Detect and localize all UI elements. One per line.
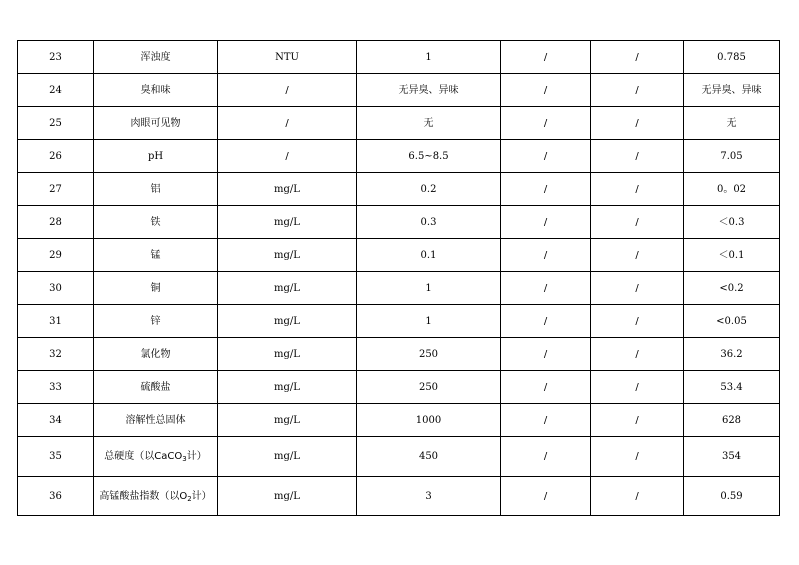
table-row: [18, 437, 780, 477]
row-number: 29: [18, 239, 94, 272]
item-name: 肉眼可见物: [94, 107, 218, 140]
unit: mg/L: [218, 404, 357, 437]
item-name: 浑浊度: [94, 41, 218, 74]
row-number: 23: [18, 41, 94, 74]
table-row: [18, 239, 780, 272]
row-number: 24: [18, 74, 94, 107]
table-row: [18, 107, 780, 140]
table-row: [18, 404, 780, 437]
column-6: /: [591, 404, 684, 437]
unit: mg/L: [218, 239, 357, 272]
unit: mg/L: [218, 305, 357, 338]
unit: mg/L: [218, 477, 357, 516]
unit: /: [218, 140, 357, 173]
unit: mg/L: [218, 437, 357, 477]
limit-value: 0.2: [357, 173, 501, 206]
result-value: 无异臭、异味: [684, 74, 780, 107]
result-value: <0.2: [684, 272, 780, 305]
item-name: 铁: [94, 206, 218, 239]
item-name: [94, 477, 218, 516]
limit-value: 450: [357, 437, 501, 477]
item-name: 锌: [94, 305, 218, 338]
unit: mg/L: [218, 206, 357, 239]
item-name-prefix: 高锰酸盐指数（以O: [99, 490, 188, 502]
result-value: ＜0.1: [684, 239, 780, 272]
column-5: /: [501, 173, 591, 206]
result-value: 36.2: [684, 338, 780, 371]
unit: /: [218, 74, 357, 107]
limit-value: 0.1: [357, 239, 501, 272]
unit: NTU: [218, 41, 357, 74]
column-5: /: [501, 305, 591, 338]
column-5: /: [501, 371, 591, 404]
row-number: 33: [18, 371, 94, 404]
column-6: /: [591, 338, 684, 371]
unit: mg/L: [218, 272, 357, 305]
limit-value: 1: [357, 305, 501, 338]
result-value: 无: [684, 107, 780, 140]
unit: /: [218, 107, 357, 140]
column-6: /: [591, 272, 684, 305]
item-name-subscript: 3: [182, 455, 187, 463]
result-value: 0。02: [684, 173, 780, 206]
limit-value: 1000: [357, 404, 501, 437]
limit-value: 1: [357, 272, 501, 305]
column-6: /: [591, 477, 684, 516]
table-row: [18, 305, 780, 338]
result-value: 53.4: [684, 371, 780, 404]
table-row: [18, 206, 780, 239]
table-row: [18, 371, 780, 404]
item-name: 铜: [94, 272, 218, 305]
column-5: /: [501, 140, 591, 173]
column-5: /: [501, 477, 591, 516]
table-row: [18, 41, 780, 74]
result-value: 7.05: [684, 140, 780, 173]
limit-value: 6.5~8.5: [357, 140, 501, 173]
row-number: 27: [18, 173, 94, 206]
column-5: /: [501, 437, 591, 477]
column-5: /: [501, 206, 591, 239]
column-5: /: [501, 404, 591, 437]
result-value: ＜0.3: [684, 206, 780, 239]
column-6: /: [591, 305, 684, 338]
item-name: [94, 437, 218, 477]
column-6: /: [591, 173, 684, 206]
table-row: [18, 140, 780, 173]
column-6: /: [591, 239, 684, 272]
table-row: [18, 173, 780, 206]
unit: mg/L: [218, 338, 357, 371]
row-number: 36: [18, 477, 94, 516]
water-quality-table: [17, 40, 780, 516]
item-name-suffix: 计）: [186, 451, 207, 462]
item-name: 臭和味: [94, 74, 218, 107]
item-name: 锰: [94, 239, 218, 272]
unit: mg/L: [218, 173, 357, 206]
limit-value: 0.3: [357, 206, 501, 239]
column-6: /: [591, 437, 684, 477]
limit-value: 3: [357, 477, 501, 516]
item-name-suffix: 计）: [191, 490, 212, 502]
row-number: 32: [18, 338, 94, 371]
column-6: /: [591, 371, 684, 404]
result-value: 0.785: [684, 41, 780, 74]
table-row: [18, 338, 780, 371]
result-value: 628: [684, 404, 780, 437]
row-number: 34: [18, 404, 94, 437]
column-6: /: [591, 206, 684, 239]
column-5: /: [501, 41, 591, 74]
table-row: [18, 74, 780, 107]
column-5: /: [501, 107, 591, 140]
unit: mg/L: [218, 371, 357, 404]
result-value: <0.05: [684, 305, 780, 338]
row-number: 25: [18, 107, 94, 140]
item-name: 溶解性总固体: [94, 404, 218, 437]
item-name: 氯化物: [94, 338, 218, 371]
row-number: 31: [18, 305, 94, 338]
limit-value: 无异臭、异味: [357, 74, 501, 107]
column-6: /: [591, 74, 684, 107]
row-number: 26: [18, 140, 94, 173]
column-6: /: [591, 107, 684, 140]
row-number: 28: [18, 206, 94, 239]
table-row: [18, 272, 780, 305]
limit-value: 无: [357, 107, 501, 140]
table-row: [18, 477, 780, 516]
item-name: pH: [94, 140, 218, 173]
limit-value: 250: [357, 338, 501, 371]
limit-value: 1: [357, 41, 501, 74]
limit-value: 250: [357, 371, 501, 404]
column-5: /: [501, 239, 591, 272]
row-number: 35: [18, 437, 94, 477]
item-name: 硫酸盐: [94, 371, 218, 404]
item-name-prefix: 总硬度（以CaCO: [104, 451, 183, 462]
column-5: /: [501, 272, 591, 305]
column-6: /: [591, 41, 684, 74]
result-value: 0.59: [684, 477, 780, 516]
item-name-subscript: 2: [187, 494, 192, 503]
result-value: 354: [684, 437, 780, 477]
item-name: 铝: [94, 173, 218, 206]
column-5: /: [501, 338, 591, 371]
column-6: /: [591, 140, 684, 173]
row-number: 30: [18, 272, 94, 305]
column-5: /: [501, 74, 591, 107]
